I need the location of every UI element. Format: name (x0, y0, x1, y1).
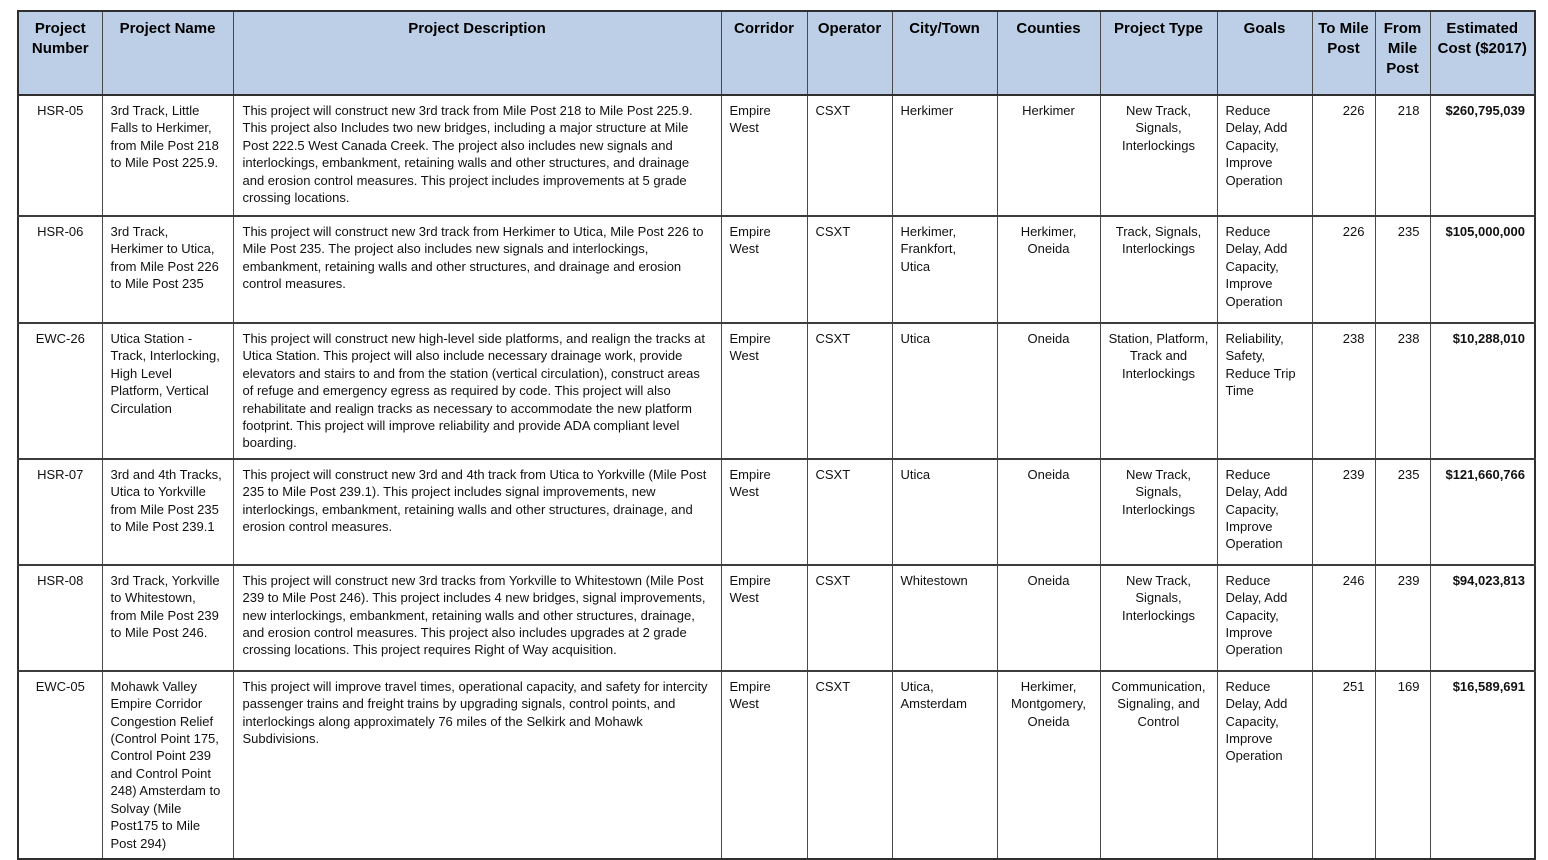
column-header-counties: Counties (997, 11, 1100, 95)
column-header-corridor: Corridor (721, 11, 807, 95)
cell-description: This project will construct new 3rd tracks from Yorkville to Whitestown (Mile Post 239 to Mile Post 246). This project includes 4 new bridges, signal improvements, new interlockings, embankment, retaining walls and other structures, drainage, and erosion control measures. This project also includes upgrades at 2 grade crossing locations. This project requires Right of Way acquisition. (233, 565, 721, 671)
cell-to-mile-post: 251 (1312, 671, 1375, 859)
cell-name: 3rd Track, Yorkville to Whitestown, from Mile Post 239 to Mile Post 246. (102, 565, 233, 671)
cell-goals: Reduce Delay, Add Capacity, Improve Operation (1217, 459, 1312, 565)
column-header-estimated-cost: Estimated Cost ($2017) (1430, 11, 1535, 95)
column-header-to-mile-post: To Mile Post (1312, 11, 1375, 95)
column-header-city-town: City/Town (892, 11, 997, 95)
cell-operator: CSXT (807, 565, 892, 671)
cell-project-type: Station, Platform, Track and Interlockings (1100, 323, 1217, 459)
cell-goals: Reliability, Safety, Reduce Trip Time (1217, 323, 1312, 459)
table-row (18, 95, 1535, 216)
cell-counties: Oneida (997, 323, 1100, 459)
cell-description: This project will improve travel times, operational capacity, and safety for intercity passenger trains and freight trains by upgrading signals, control points, and interlockings along approximately 76 miles of the Selkirk and Mohawk Subdivisions. (233, 671, 721, 859)
cell-operator: CSXT (807, 459, 892, 565)
cell-number: EWC-05 (18, 671, 102, 859)
cell-from-mile-post: 239 (1375, 565, 1430, 671)
table-header (18, 11, 1535, 95)
cell-corridor: Empire West (721, 216, 807, 323)
cell-to-mile-post: 246 (1312, 565, 1375, 671)
cell-project-type: New Track, Signals, Interlockings (1100, 459, 1217, 565)
cell-counties: Herkimer, Montgomery, Oneida (997, 671, 1100, 859)
cell-name: 3rd Track, Herkimer to Utica, from Mile Post 226 to Mile Post 235 (102, 216, 233, 323)
column-header-number: Project Number (18, 11, 102, 95)
column-header-project-type: Project Type (1100, 11, 1217, 95)
table-row (18, 565, 1535, 671)
cell-operator: CSXT (807, 95, 892, 216)
cell-operator: CSXT (807, 216, 892, 323)
cell-counties: Herkimer (997, 95, 1100, 216)
column-header-goals: Goals (1217, 11, 1312, 95)
cell-to-mile-post: 226 (1312, 216, 1375, 323)
cell-goals: Reduce Delay, Add Capacity, Improve Operation (1217, 565, 1312, 671)
cell-goals: Reduce Delay, Add Capacity, Improve Operation (1217, 216, 1312, 323)
cell-from-mile-post: 235 (1375, 216, 1430, 323)
cell-city-town: Utica (892, 323, 997, 459)
cell-from-mile-post: 169 (1375, 671, 1430, 859)
cell-corridor: Empire West (721, 565, 807, 671)
cell-counties: Herkimer, Oneida (997, 216, 1100, 323)
table-row (18, 671, 1535, 859)
projects-table (17, 10, 1536, 860)
cell-number: HSR-07 (18, 459, 102, 565)
column-header-name: Project Name (102, 11, 233, 95)
cell-corridor: Empire West (721, 459, 807, 565)
cell-city-town: Whitestown (892, 565, 997, 671)
cell-project-type: Track, Signals, Interlockings (1100, 216, 1217, 323)
cell-number: HSR-08 (18, 565, 102, 671)
cell-project-type: Communication, Signaling, and Control (1100, 671, 1217, 859)
cell-name: 3rd and 4th Tracks, Utica to Yorkville from Mile Post 235 to Mile Post 239.1 (102, 459, 233, 565)
cell-corridor: Empire West (721, 95, 807, 216)
cell-to-mile-post: 226 (1312, 95, 1375, 216)
cell-number: HSR-06 (18, 216, 102, 323)
cell-to-mile-post: 238 (1312, 323, 1375, 459)
cell-number: HSR-05 (18, 95, 102, 216)
cell-from-mile-post: 238 (1375, 323, 1430, 459)
cell-estimated-cost: $16,589,691 (1430, 671, 1535, 859)
column-header-from-mile-post: From Mile Post (1375, 11, 1430, 95)
cell-description: This project will construct new 3rd track from Herkimer to Utica, Mile Post 226 to Mile Post 235. The project also includes new signals and interlockings, embankment, retaining walls and other structures, and drainage and erosion control measures. (233, 216, 721, 323)
cell-estimated-cost: $121,660,766 (1430, 459, 1535, 565)
cell-project-type: New Track, Signals, Interlockings (1100, 95, 1217, 216)
cell-description: This project will construct new 3rd and 4th track from Utica to Yorkville (Mile Post 235 to Mile Post 239.1). This project includes signal improvements, new interlockings, embankment, retaining walls and other structures, drainage, and erosion control measures. (233, 459, 721, 565)
cell-city-town: Utica, Amsterdam (892, 671, 997, 859)
table-row (18, 216, 1535, 323)
cell-goals: Reduce Delay, Add Capacity, Improve Operation (1217, 95, 1312, 216)
table-body (18, 95, 1535, 859)
cell-city-town: Herkimer (892, 95, 997, 216)
cell-city-town: Herkimer, Frankfort, Utica (892, 216, 997, 323)
cell-counties: Oneida (997, 459, 1100, 565)
cell-counties: Oneida (997, 565, 1100, 671)
cell-corridor: Empire West (721, 671, 807, 859)
cell-city-town: Utica (892, 459, 997, 565)
cell-estimated-cost: $94,023,813 (1430, 565, 1535, 671)
header-row (18, 11, 1535, 95)
cell-name: Mohawk Valley Empire Corridor Congestion Relief (Control Point 175, Control Point 239 and Control Point 248) Amsterdam to Solvay (Mile Post175 to Mile Post 294) (102, 671, 233, 859)
cell-from-mile-post: 235 (1375, 459, 1430, 565)
cell-number: EWC-26 (18, 323, 102, 459)
column-header-description: Project Description (233, 11, 721, 95)
table-row (18, 323, 1535, 459)
cell-goals: Reduce Delay, Add Capacity, Improve Operation (1217, 671, 1312, 859)
cell-estimated-cost: $105,000,000 (1430, 216, 1535, 323)
cell-operator: CSXT (807, 323, 892, 459)
cell-operator: CSXT (807, 671, 892, 859)
cell-name: 3rd Track, Little Falls to Herkimer, from Mile Post 218 to Mile Post 225.9. (102, 95, 233, 216)
cell-estimated-cost: $260,795,039 (1430, 95, 1535, 216)
cell-from-mile-post: 218 (1375, 95, 1430, 216)
column-header-operator: Operator (807, 11, 892, 95)
cell-description: This project will construct new 3rd track from Mile Post 218 to Mile Post 225.9. This project also Includes two new bridges, including a major structure at Mile Post 222.5 West Canada Creek. The project also includes new signals and interlockings, embankment, retaining walls and other structures, and drainage and erosion control measures. This project includes improvements at 5 grade crossing locations. (233, 95, 721, 216)
cell-corridor: Empire West (721, 323, 807, 459)
table-row (18, 459, 1535, 565)
cell-name: Utica Station -Track, Interlocking, High Level Platform, Vertical Circulation (102, 323, 233, 459)
cell-project-type: New Track, Signals, Interlockings (1100, 565, 1217, 671)
cell-description: This project will construct new high-level side platforms, and realign the tracks at Utica Station. This project will also include necessary drainage work, provide elevators and stairs to and from the station (vertical circulation), construct areas of refuge and emergency egress as required by code. This project will also rehabilitate and realign tracks as necessary to accommodate the new platform footprint. This project will improve reliability and provide ADA compliant level boarding. (233, 323, 721, 459)
cell-estimated-cost: $10,288,010 (1430, 323, 1535, 459)
cell-to-mile-post: 239 (1312, 459, 1375, 565)
